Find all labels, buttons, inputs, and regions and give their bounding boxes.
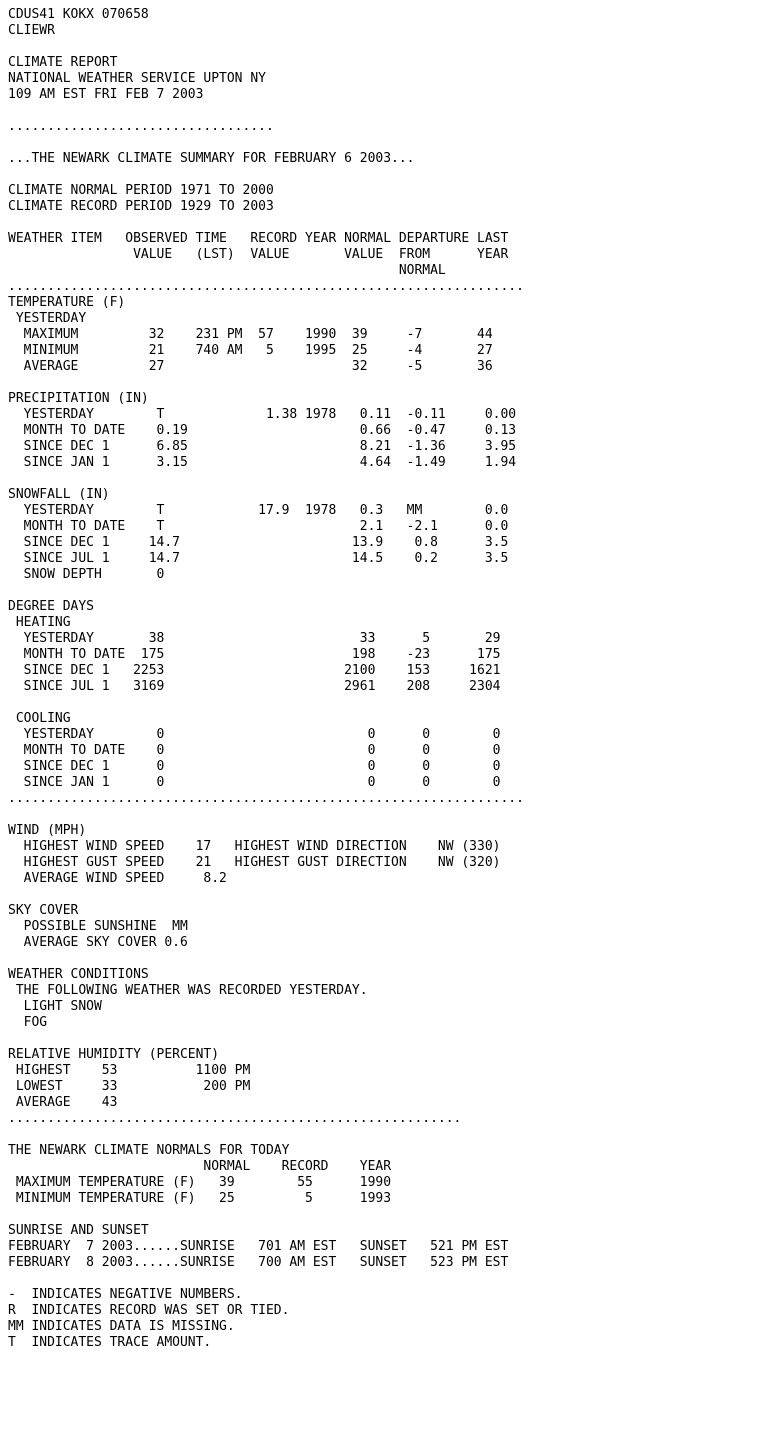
report-line [8, 103, 524, 119]
report-line: THE FOLLOWING WEATHER WAS RECORDED YESTERDAY. [8, 983, 368, 998]
report-line: T INDICATES TRACE AMOUNT. [8, 1335, 212, 1350]
report-line [8, 135, 524, 151]
report-line [8, 1207, 524, 1223]
report-line: LOWEST 33 200 PM [8, 1079, 251, 1094]
report-line: SINCE DEC 1 0 0 0 0 [8, 759, 501, 774]
report-line: MAXIMUM TEMPERATURE (F) 39 55 1990 [8, 1175, 392, 1190]
report-line: HIGHEST 53 1100 PM [8, 1063, 251, 1078]
report-line: SNOWFALL (IN) [8, 487, 110, 502]
report-line: AVERAGE 27 32 -5 36 [8, 359, 493, 374]
report-line: FEBRUARY 8 2003......SUNRISE 700 AM EST SUNSET 523 PM EST [8, 1255, 509, 1270]
report-line: CLIMATE NORMAL PERIOD 1971 TO 2000 [8, 183, 274, 198]
report-line: THE NEWARK CLIMATE NORMALS FOR TODAY [8, 1143, 290, 1158]
report-line: ...THE NEWARK CLIMATE SUMMARY FOR FEBRUARY 6 2003... [8, 151, 415, 166]
report-line: CLIEWR [8, 23, 55, 38]
report-line: CLIMATE REPORT [8, 55, 118, 70]
report-line: YESTERDAY [8, 311, 87, 326]
report-line [8, 471, 524, 487]
climate-report-text [8, 7, 524, 1351]
report-line: COOLING [8, 711, 71, 726]
report-line [8, 215, 524, 231]
report-line [8, 695, 524, 711]
report-line: R INDICATES RECORD WAS SET OR TIED. [8, 1303, 290, 1318]
report-line: MAXIMUM 32 231 PM 57 1990 39 -7 44 [8, 327, 493, 342]
report-line: SINCE DEC 1 2253 2100 153 1621 [8, 663, 501, 678]
report-line: SINCE DEC 1 14.7 13.9 0.8 3.5 [8, 535, 509, 550]
report-line: FOG [8, 1015, 48, 1030]
report-line: WIND (MPH) [8, 823, 87, 838]
report-line: SUNRISE AND SUNSET [8, 1223, 149, 1238]
report-line: AVERAGE WIND SPEED 8.2 [8, 871, 227, 886]
report-line: NORMAL RECORD YEAR [8, 1159, 392, 1174]
report-line: VALUE (LST) VALUE VALUE FROM YEAR [8, 247, 509, 262]
report-line: NORMAL [8, 263, 446, 278]
report-line [8, 887, 524, 903]
report-line: .................................................................. [8, 279, 524, 294]
report-line: MM INDICATES DATA IS MISSING. [8, 1319, 235, 1334]
report-line: .......................................................... [8, 1111, 462, 1126]
report-line [8, 951, 524, 967]
report-line: WEATHER ITEM OBSERVED TIME RECORD YEAR NORMAL DEPARTURE LAST [8, 231, 509, 246]
report-line: MONTH TO DATE T 2.1 -2.1 0.0 [8, 519, 509, 534]
report-line: SINCE JAN 1 0 0 0 0 [8, 775, 501, 790]
report-line: - INDICATES NEGATIVE NUMBERS. [8, 1287, 243, 1302]
report-line [8, 375, 524, 391]
report-line: MINIMUM TEMPERATURE (F) 25 5 1993 [8, 1191, 392, 1206]
report-line: YESTERDAY T 1.38 1978 0.11 -0.11 0.00 [8, 407, 517, 422]
report-line: AVERAGE SKY COVER 0.6 [8, 935, 188, 950]
report-line: WEATHER CONDITIONS [8, 967, 149, 982]
report-line: FEBRUARY 7 2003......SUNRISE 701 AM EST SUNSET 521 PM EST [8, 1239, 509, 1254]
report-line [8, 1031, 524, 1047]
report-line [8, 167, 524, 183]
report-line: SKY COVER [8, 903, 79, 918]
report-line: AVERAGE 43 [8, 1095, 118, 1110]
report-line: MONTH TO DATE 0.19 0.66 -0.47 0.13 [8, 423, 517, 438]
report-line [8, 807, 524, 823]
report-line: .................................. [8, 119, 274, 134]
report-line: SINCE JUL 1 3169 2961 208 2304 [8, 679, 501, 694]
report-line [8, 1271, 524, 1287]
report-line: YESTERDAY 38 33 5 29 [8, 631, 501, 646]
report-line: .................................................................. [8, 791, 524, 806]
report-line: NATIONAL WEATHER SERVICE UPTON NY [8, 71, 266, 86]
report-line: DEGREE DAYS [8, 599, 94, 614]
report-line: CLIMATE RECORD PERIOD 1929 TO 2003 [8, 199, 274, 214]
report-line: MINIMUM 21 740 AM 5 1995 25 -4 27 [8, 343, 493, 358]
report-line: MONTH TO DATE 175 198 -23 175 [8, 647, 501, 662]
report-line: SINCE JUL 1 14.7 14.5 0.2 3.5 [8, 551, 509, 566]
report-line: HIGHEST GUST SPEED 21 HIGHEST GUST DIRECTION NW (320) [8, 855, 501, 870]
report-line: YESTERDAY T 17.9 1978 0.3 MM 0.0 [8, 503, 509, 518]
report-line: SINCE JAN 1 3.15 4.64 -1.49 1.94 [8, 455, 517, 470]
report-line [8, 1127, 524, 1143]
report-line [8, 39, 524, 55]
report-line [8, 583, 524, 599]
report-line: TEMPERATURE (F) [8, 295, 126, 310]
report-line: SNOW DEPTH 0 [8, 567, 165, 582]
report-line: CDUS41 KOKX 070658 [8, 7, 149, 22]
report-line: LIGHT SNOW [8, 999, 102, 1014]
report-line: 109 AM EST FRI FEB 7 2003 [8, 87, 204, 102]
report-line: PRECIPITATION (IN) [8, 391, 149, 406]
report-line: SINCE DEC 1 6.85 8.21 -1.36 3.95 [8, 439, 517, 454]
report-line: HEATING [8, 615, 71, 630]
report-line: HIGHEST WIND SPEED 17 HIGHEST WIND DIRECTION NW (330) [8, 839, 501, 854]
report-line: RELATIVE HUMIDITY (PERCENT) [8, 1047, 220, 1062]
report-line: POSSIBLE SUNSHINE MM [8, 919, 188, 934]
report-line: YESTERDAY 0 0 0 0 [8, 727, 501, 742]
report-line: MONTH TO DATE 0 0 0 0 [8, 743, 501, 758]
